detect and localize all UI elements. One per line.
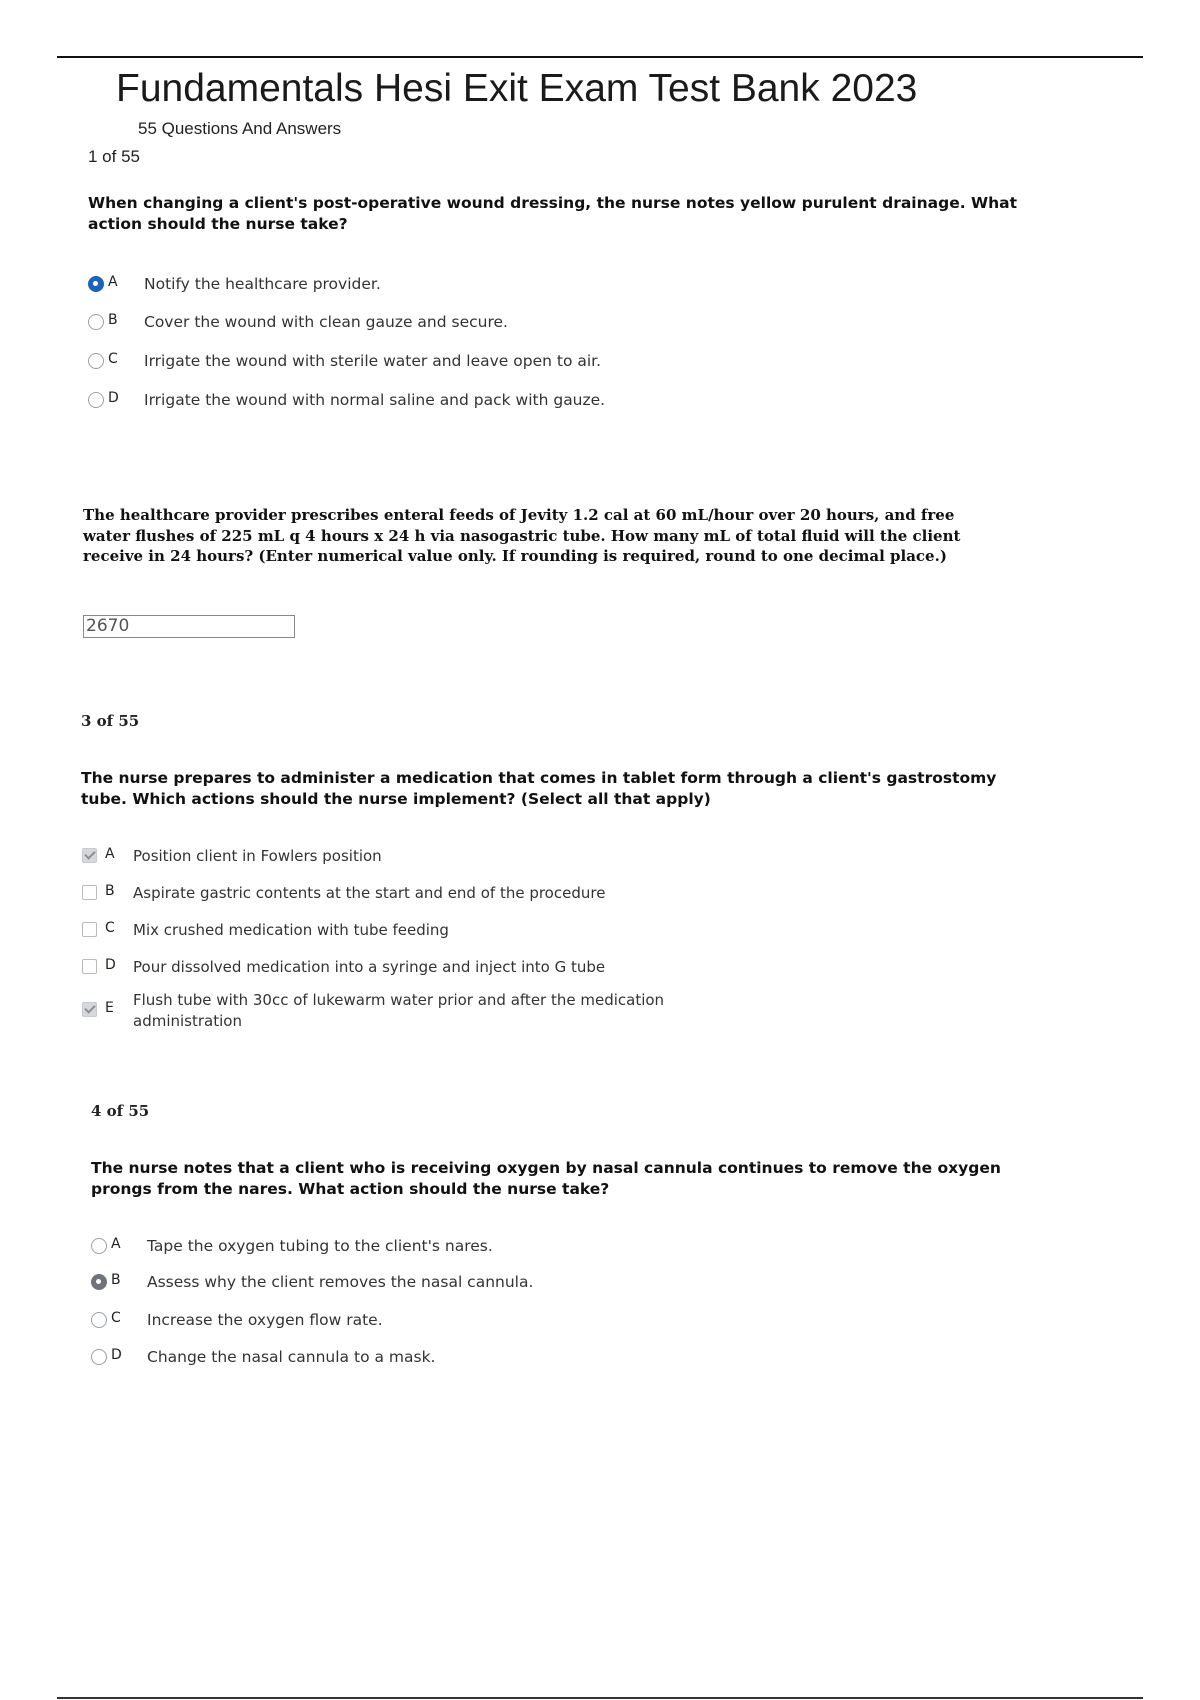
option-text: Cover the wound with clean gauze and secure. — [144, 313, 508, 331]
option-letter: B — [105, 883, 115, 899]
option-row[interactable] — [82, 957, 605, 978]
checkbox-icon[interactable] — [82, 885, 97, 900]
question-counter: 4 of 55 — [91, 1102, 150, 1120]
checkbox-icon[interactable] — [82, 922, 97, 937]
option-text: Assess why the client removes the nasal cannula. — [147, 1273, 534, 1291]
question-text: The nurse notes that a client who is receiving oxygen by nasal cannula continues to remove the oxygen prongs from the nares. What action should the nurse take? — [91, 1159, 1001, 1198]
radio-icon[interactable] — [88, 353, 104, 369]
radio-icon[interactable] — [91, 1349, 107, 1365]
option-letter: D — [105, 957, 116, 973]
top-rule — [57, 56, 1143, 58]
option-letter: B — [111, 1272, 121, 1288]
option-row[interactable] — [88, 312, 508, 333]
option-row[interactable] — [88, 390, 605, 411]
option-row[interactable] — [82, 883, 605, 904]
question-text: The nurse prepares to administer a medication that comes in tablet form through a client's gastrostomy tube. Which actions should the nurse implement? (Select all that apply) — [81, 769, 997, 808]
question-text: When changing a client's post-operative wound dressing, the nurse notes yellow purulent drainage. What action should the nurse take? — [88, 194, 1017, 233]
numeric-answer-input[interactable]: 2670 — [83, 615, 295, 638]
option-letter: C — [108, 351, 118, 367]
radio-icon[interactable] — [88, 392, 104, 408]
option-text: Increase the oxygen flow rate. — [147, 1311, 383, 1329]
option-text: Mix crushed medication with tube feeding — [133, 921, 449, 939]
option-row[interactable] — [91, 1310, 383, 1331]
checkbox-checked-icon[interactable] — [82, 1002, 97, 1017]
radio-selected-icon[interactable] — [91, 1274, 107, 1290]
radio-icon[interactable] — [91, 1312, 107, 1328]
option-text: Notify the healthcare provider. — [144, 275, 381, 293]
option-text: Tape the oxygen tubing to the client's nares. — [147, 1237, 493, 1255]
option-row[interactable] — [82, 846, 382, 867]
option-text: Change the nasal cannula to a mask. — [147, 1348, 436, 1366]
option-text: Irrigate the wound with sterile water and leave open to air. — [144, 352, 602, 370]
option-letter: D — [111, 1347, 122, 1363]
option-letter: A — [111, 1236, 121, 1252]
question-counter: 1 of 55 — [88, 147, 140, 166]
option-row[interactable] — [91, 1236, 493, 1257]
option-row[interactable] — [82, 990, 733, 1032]
radio-icon[interactable] — [91, 1238, 107, 1254]
bottom-rule — [57, 1697, 1143, 1699]
option-row[interactable] — [91, 1347, 435, 1368]
checkbox-icon[interactable] — [82, 959, 97, 974]
option-row[interactable] — [88, 351, 601, 372]
radio-selected-icon[interactable] — [88, 276, 104, 292]
option-row[interactable] — [88, 274, 381, 295]
question-counter: 3 of 55 — [81, 712, 140, 730]
option-letter: B — [108, 312, 118, 328]
document-subtitle: 55 Questions And Answers — [138, 119, 342, 138]
document-title: Fundamentals Hesi Exit Exam Test Bank 2023 — [116, 67, 918, 110]
option-text: Aspirate gastric contents at the start and end of the procedure — [133, 884, 606, 902]
option-letter: A — [105, 846, 115, 862]
question-text: The healthcare provider prescribes enteral feeds of Jevity 1.2 cal at 60 mL/hour over 20 hours, and free water flushes of 225 mL q 4 hours x 24 h via nasogastric tube. How many mL of total fluid will the client receive in 24 hours? (Enter numerical value only. If rounding is required, round to one decimal place.) — [83, 506, 961, 565]
option-text: Pour dissolved medication into a syringe and inject into G tube — [133, 958, 606, 976]
option-text: Flush tube with 30cc of lukewarm water prior and after the medication administration — [133, 991, 665, 1030]
option-letter: C — [111, 1310, 121, 1326]
option-text: Position client in Fowlers position — [133, 847, 382, 865]
option-letter: A — [108, 274, 118, 290]
option-row[interactable] — [82, 920, 449, 941]
option-row[interactable] — [91, 1272, 533, 1293]
option-letter: C — [105, 920, 115, 936]
checkbox-checked-icon[interactable] — [82, 848, 97, 863]
radio-icon[interactable] — [88, 314, 104, 330]
option-text: Irrigate the wound with normal saline and pack with gauze. — [144, 391, 606, 409]
option-letter: D — [108, 390, 119, 406]
option-letter: E — [105, 1000, 114, 1016]
